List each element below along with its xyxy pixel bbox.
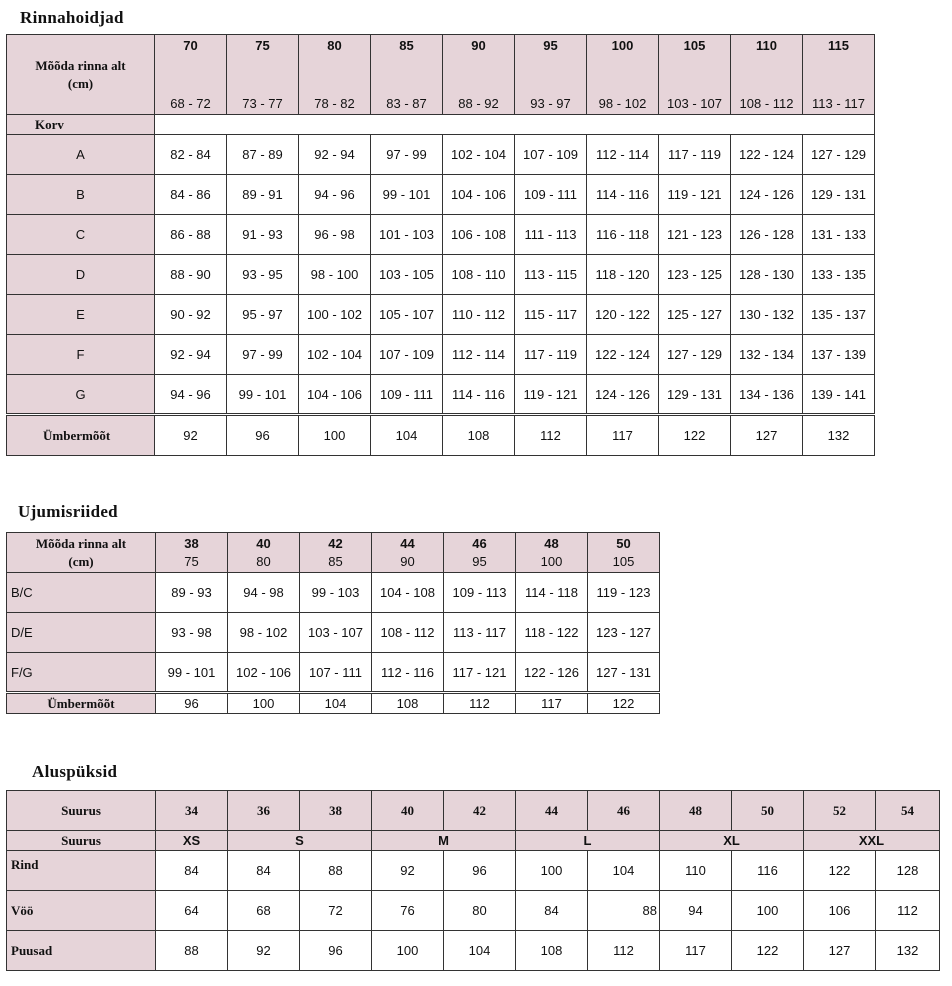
briefs-letter-cell: S bbox=[228, 831, 372, 851]
bras-circumference-cell: 100 bbox=[299, 415, 371, 456]
bras-value-cell: 124 - 126 bbox=[731, 175, 803, 215]
briefs-size-cell: 42 bbox=[444, 791, 516, 831]
bras-value-cell: 134 - 136 bbox=[731, 375, 803, 415]
swim-size-header: 40 80 bbox=[228, 533, 300, 573]
briefs-value-cell: 88 bbox=[300, 851, 372, 891]
bras-value-cell: 133 - 135 bbox=[803, 255, 875, 295]
bras-value-cell: 122 - 124 bbox=[731, 135, 803, 175]
bras-corner-label: Mõõda rinna alt (cm) bbox=[7, 35, 155, 115]
briefs-value-cell: 96 bbox=[444, 851, 516, 891]
briefs-value-cell: 64 bbox=[156, 891, 228, 931]
bras-value-cell: 92 - 94 bbox=[155, 335, 227, 375]
bras-value-cell: 123 - 125 bbox=[659, 255, 731, 295]
briefs-value-cell: 100 bbox=[372, 931, 444, 971]
swim-size-header: 50 105 bbox=[588, 533, 660, 573]
swim-title: Ujumisriided bbox=[18, 502, 118, 521]
briefs-value-cell: 72 bbox=[300, 891, 372, 931]
bras-value-cell: 121 - 123 bbox=[659, 215, 731, 255]
swim-size-header: 42 85 bbox=[300, 533, 372, 573]
bras-band-header: 105 103 - 107 bbox=[659, 35, 731, 115]
bras-value-cell: 116 - 118 bbox=[587, 215, 659, 255]
bras-value-cell: 90 - 92 bbox=[155, 295, 227, 335]
briefs-value-cell: 68 bbox=[228, 891, 300, 931]
swim-size-table bbox=[6, 532, 660, 714]
bras-cup-cell: G bbox=[7, 375, 155, 415]
swim-circumference-cell: 104 bbox=[300, 693, 372, 714]
briefs-value-cell: 104 bbox=[444, 931, 516, 971]
bras-value-cell: 82 - 84 bbox=[155, 135, 227, 175]
briefs-value-cell: 88 bbox=[588, 891, 660, 931]
swim-value-cell: 127 - 131 bbox=[588, 653, 660, 693]
briefs-value-cell: 92 bbox=[372, 851, 444, 891]
swim-value-cell: 98 - 102 bbox=[228, 613, 300, 653]
swim-value-cell: 104 - 108 bbox=[372, 573, 444, 613]
briefs-value-cell: 100 bbox=[732, 891, 804, 931]
briefs-value-cell: 128 bbox=[876, 851, 940, 891]
bras-value-cell: 112 - 114 bbox=[587, 135, 659, 175]
bras-value-cell: 87 - 89 bbox=[227, 135, 299, 175]
briefs-value-cell: 88 bbox=[156, 931, 228, 971]
swim-value-cell: 103 - 107 bbox=[300, 613, 372, 653]
bras-band-header: 75 73 - 77 bbox=[227, 35, 299, 115]
bras-circumference-cell: 132 bbox=[803, 415, 875, 456]
bras-value-cell: 102 - 104 bbox=[443, 135, 515, 175]
bras-value-cell: 126 - 128 bbox=[731, 215, 803, 255]
briefs-size-cell: 38 bbox=[300, 791, 372, 831]
swim-value-cell: 118 - 122 bbox=[516, 613, 588, 653]
bras-value-cell: 129 - 131 bbox=[659, 375, 731, 415]
bras-value-cell: 102 - 104 bbox=[299, 335, 371, 375]
swim-value-cell: 112 - 116 bbox=[372, 653, 444, 693]
bras-value-cell: 128 - 130 bbox=[731, 255, 803, 295]
briefs-value-cell: 116 bbox=[732, 851, 804, 891]
briefs-value-cell: 122 bbox=[732, 931, 804, 971]
bras-value-cell: 131 - 133 bbox=[803, 215, 875, 255]
briefs-value-cell: 84 bbox=[516, 891, 588, 931]
bras-value-cell: 84 - 86 bbox=[155, 175, 227, 215]
swim-circumference-cell: 108 bbox=[372, 693, 444, 714]
bras-value-cell: 117 - 119 bbox=[659, 135, 731, 175]
briefs-value-cell: 80 bbox=[444, 891, 516, 931]
briefs-value-cell: 76 bbox=[372, 891, 444, 931]
bras-size-table bbox=[6, 34, 875, 456]
briefs-value-cell: 132 bbox=[876, 931, 940, 971]
briefs-value-cell: 104 bbox=[588, 851, 660, 891]
bras-value-cell: 93 - 95 bbox=[227, 255, 299, 295]
bras-value-cell: 118 - 120 bbox=[587, 255, 659, 295]
bras-value-cell: 98 - 100 bbox=[299, 255, 371, 295]
bras-value-cell: 124 - 126 bbox=[587, 375, 659, 415]
bras-value-cell: 95 - 97 bbox=[227, 295, 299, 335]
briefs-size-cell: 52 bbox=[804, 791, 876, 831]
swim-value-cell: 107 - 111 bbox=[300, 653, 372, 693]
bras-value-cell: 113 - 115 bbox=[515, 255, 587, 295]
bras-value-cell: 103 - 105 bbox=[371, 255, 443, 295]
swim-value-cell: 119 - 123 bbox=[588, 573, 660, 613]
bras-cup-cell: F bbox=[7, 335, 155, 375]
bras-circumference-cell: 92 bbox=[155, 415, 227, 456]
briefs-value-cell: 127 bbox=[804, 931, 876, 971]
briefs-value-cell: 117 bbox=[660, 931, 732, 971]
swim-circumference-cell: 96 bbox=[156, 693, 228, 714]
bras-circumference-label: Ümbermõõt bbox=[7, 415, 155, 456]
briefs-value-cell: 94 bbox=[660, 891, 732, 931]
bras-value-cell: 89 - 91 bbox=[227, 175, 299, 215]
briefs-letter-label: Suurus bbox=[7, 831, 156, 851]
swim-circumference-cell: 112 bbox=[444, 693, 516, 714]
bras-band-header: 70 68 - 72 bbox=[155, 35, 227, 115]
briefs-size-cell: 44 bbox=[516, 791, 588, 831]
bras-value-cell: 109 - 111 bbox=[515, 175, 587, 215]
briefs-value-cell: 92 bbox=[228, 931, 300, 971]
bras-circumference-cell: 117 bbox=[587, 415, 659, 456]
bras-value-cell: 122 - 124 bbox=[587, 335, 659, 375]
swim-circumference-label: Ümbermõõt bbox=[7, 693, 156, 714]
bras-value-cell: 92 - 94 bbox=[299, 135, 371, 175]
bras-value-cell: 88 - 90 bbox=[155, 255, 227, 295]
bras-value-cell: 114 - 116 bbox=[587, 175, 659, 215]
briefs-title: Aluspüksid bbox=[32, 762, 118, 781]
bras-value-cell: 110 - 112 bbox=[443, 295, 515, 335]
bras-value-cell: 99 - 101 bbox=[371, 175, 443, 215]
bras-value-cell: 105 - 107 bbox=[371, 295, 443, 335]
bras-value-cell: 119 - 121 bbox=[515, 375, 587, 415]
swim-value-cell: 109 - 113 bbox=[444, 573, 516, 613]
bras-value-cell: 101 - 103 bbox=[371, 215, 443, 255]
bras-value-cell: 115 - 117 bbox=[515, 295, 587, 335]
bras-title: Rinnahoidjad bbox=[20, 8, 124, 27]
bras-value-cell: 100 - 102 bbox=[299, 295, 371, 335]
briefs-size-cell: 50 bbox=[732, 791, 804, 831]
bras-circumference-cell: 122 bbox=[659, 415, 731, 456]
bras-value-cell: 130 - 132 bbox=[731, 295, 803, 335]
swim-value-cell: 99 - 101 bbox=[156, 653, 228, 693]
briefs-row-label: Puusad bbox=[7, 931, 156, 971]
bras-band-header: 110 108 - 112 bbox=[731, 35, 803, 115]
bras-blank-row bbox=[155, 115, 875, 135]
bras-value-cell: 114 - 116 bbox=[443, 375, 515, 415]
bras-value-cell: 119 - 121 bbox=[659, 175, 731, 215]
swim-value-cell: 122 - 126 bbox=[516, 653, 588, 693]
bras-value-cell: 135 - 137 bbox=[803, 295, 875, 335]
swim-size-header: 48 100 bbox=[516, 533, 588, 573]
bras-value-cell: 137 - 139 bbox=[803, 335, 875, 375]
briefs-value-cell: 100 bbox=[516, 851, 588, 891]
briefs-letter-cell: M bbox=[372, 831, 516, 851]
briefs-value-cell: 112 bbox=[876, 891, 940, 931]
briefs-size-table bbox=[6, 790, 940, 971]
briefs-value-cell: 108 bbox=[516, 931, 588, 971]
bras-value-cell: 106 - 108 bbox=[443, 215, 515, 255]
swim-value-cell: 108 - 112 bbox=[372, 613, 444, 653]
bras-value-cell: 127 - 129 bbox=[659, 335, 731, 375]
bras-value-cell: 129 - 131 bbox=[803, 175, 875, 215]
bras-value-cell: 127 - 129 bbox=[803, 135, 875, 175]
bras-value-cell: 111 - 113 bbox=[515, 215, 587, 255]
bras-band-header: 100 98 - 102 bbox=[587, 35, 659, 115]
bras-band-header: 90 88 - 92 bbox=[443, 35, 515, 115]
bras-cup-cell: E bbox=[7, 295, 155, 335]
bras-cup-cell: D bbox=[7, 255, 155, 295]
swim-value-cell: 113 - 117 bbox=[444, 613, 516, 653]
bras-value-cell: 107 - 109 bbox=[515, 135, 587, 175]
swim-size-header: 44 90 bbox=[372, 533, 444, 573]
bras-value-cell: 107 - 109 bbox=[371, 335, 443, 375]
swim-value-cell: 93 - 98 bbox=[156, 613, 228, 653]
briefs-letter-cell: XL bbox=[660, 831, 804, 851]
briefs-value-cell: 96 bbox=[300, 931, 372, 971]
bras-cup-cell: B bbox=[7, 175, 155, 215]
bras-value-cell: 132 - 134 bbox=[731, 335, 803, 375]
bras-circumference-cell: 112 bbox=[515, 415, 587, 456]
bras-value-cell: 108 - 110 bbox=[443, 255, 515, 295]
bras-value-cell: 104 - 106 bbox=[443, 175, 515, 215]
swim-value-cell: 99 - 103 bbox=[300, 573, 372, 613]
swim-value-cell: 114 - 118 bbox=[516, 573, 588, 613]
bras-value-cell: 104 - 106 bbox=[299, 375, 371, 415]
bras-value-cell: 139 - 141 bbox=[803, 375, 875, 415]
briefs-row-label: Rind bbox=[7, 851, 156, 891]
swim-size-header: 38 75 bbox=[156, 533, 228, 573]
briefs-value-cell: 110 bbox=[660, 851, 732, 891]
briefs-size-cell: 46 bbox=[588, 791, 660, 831]
swim-value-cell: 94 - 98 bbox=[228, 573, 300, 613]
bras-cup-cell: C bbox=[7, 215, 155, 255]
bras-band-header: 115 113 - 117 bbox=[803, 35, 875, 115]
swim-value-cell: 102 - 106 bbox=[228, 653, 300, 693]
bras-value-cell: 120 - 122 bbox=[587, 295, 659, 335]
briefs-value-cell: 84 bbox=[156, 851, 228, 891]
swim-value-cell: 89 - 93 bbox=[156, 573, 228, 613]
briefs-value-cell: 112 bbox=[588, 931, 660, 971]
briefs-size-cell: 54 bbox=[876, 791, 940, 831]
bras-value-cell: 91 - 93 bbox=[227, 215, 299, 255]
bras-value-cell: 94 - 96 bbox=[299, 175, 371, 215]
bras-value-cell: 97 - 99 bbox=[371, 135, 443, 175]
briefs-row-label: Vöö bbox=[7, 891, 156, 931]
briefs-size-cell: 40 bbox=[372, 791, 444, 831]
briefs-size-cell: 34 bbox=[156, 791, 228, 831]
bras-value-cell: 112 - 114 bbox=[443, 335, 515, 375]
swim-corner-label: Mõõda rinna alt (cm) bbox=[7, 533, 156, 573]
bras-value-cell: 109 - 111 bbox=[371, 375, 443, 415]
bras-value-cell: 125 - 127 bbox=[659, 295, 731, 335]
briefs-value-cell: 106 bbox=[804, 891, 876, 931]
bras-band-header: 85 83 - 87 bbox=[371, 35, 443, 115]
bras-value-cell: 99 - 101 bbox=[227, 375, 299, 415]
briefs-value-cell: 84 bbox=[228, 851, 300, 891]
briefs-size-label: Suurus bbox=[7, 791, 156, 831]
bras-value-cell: 117 - 119 bbox=[515, 335, 587, 375]
bras-value-cell: 97 - 99 bbox=[227, 335, 299, 375]
briefs-size-cell: 48 bbox=[660, 791, 732, 831]
bras-band-header: 95 93 - 97 bbox=[515, 35, 587, 115]
bras-value-cell: 94 - 96 bbox=[155, 375, 227, 415]
bras-circumference-cell: 104 bbox=[371, 415, 443, 456]
swim-circumference-cell: 122 bbox=[588, 693, 660, 714]
briefs-letter-cell: L bbox=[516, 831, 660, 851]
bras-cup-cell: A bbox=[7, 135, 155, 175]
briefs-size-cell: 36 bbox=[228, 791, 300, 831]
swim-value-cell: 123 - 127 bbox=[588, 613, 660, 653]
bras-band-header: 80 78 - 82 bbox=[299, 35, 371, 115]
swim-cup-cell: D/E bbox=[7, 613, 156, 653]
bras-value-cell: 96 - 98 bbox=[299, 215, 371, 255]
bras-circumference-cell: 127 bbox=[731, 415, 803, 456]
briefs-letter-cell: XXL bbox=[804, 831, 940, 851]
bras-circumference-cell: 108 bbox=[443, 415, 515, 456]
briefs-letter-cell: XS bbox=[156, 831, 228, 851]
swim-cup-cell: B/C bbox=[7, 573, 156, 613]
swim-circumference-cell: 100 bbox=[228, 693, 300, 714]
swim-circumference-cell: 117 bbox=[516, 693, 588, 714]
swim-cup-cell: F/G bbox=[7, 653, 156, 693]
bras-value-cell: 86 - 88 bbox=[155, 215, 227, 255]
bras-circumference-cell: 96 bbox=[227, 415, 299, 456]
bras-cup-label: Korv bbox=[7, 115, 155, 135]
swim-value-cell: 117 - 121 bbox=[444, 653, 516, 693]
briefs-value-cell: 122 bbox=[804, 851, 876, 891]
swim-size-header: 46 95 bbox=[444, 533, 516, 573]
